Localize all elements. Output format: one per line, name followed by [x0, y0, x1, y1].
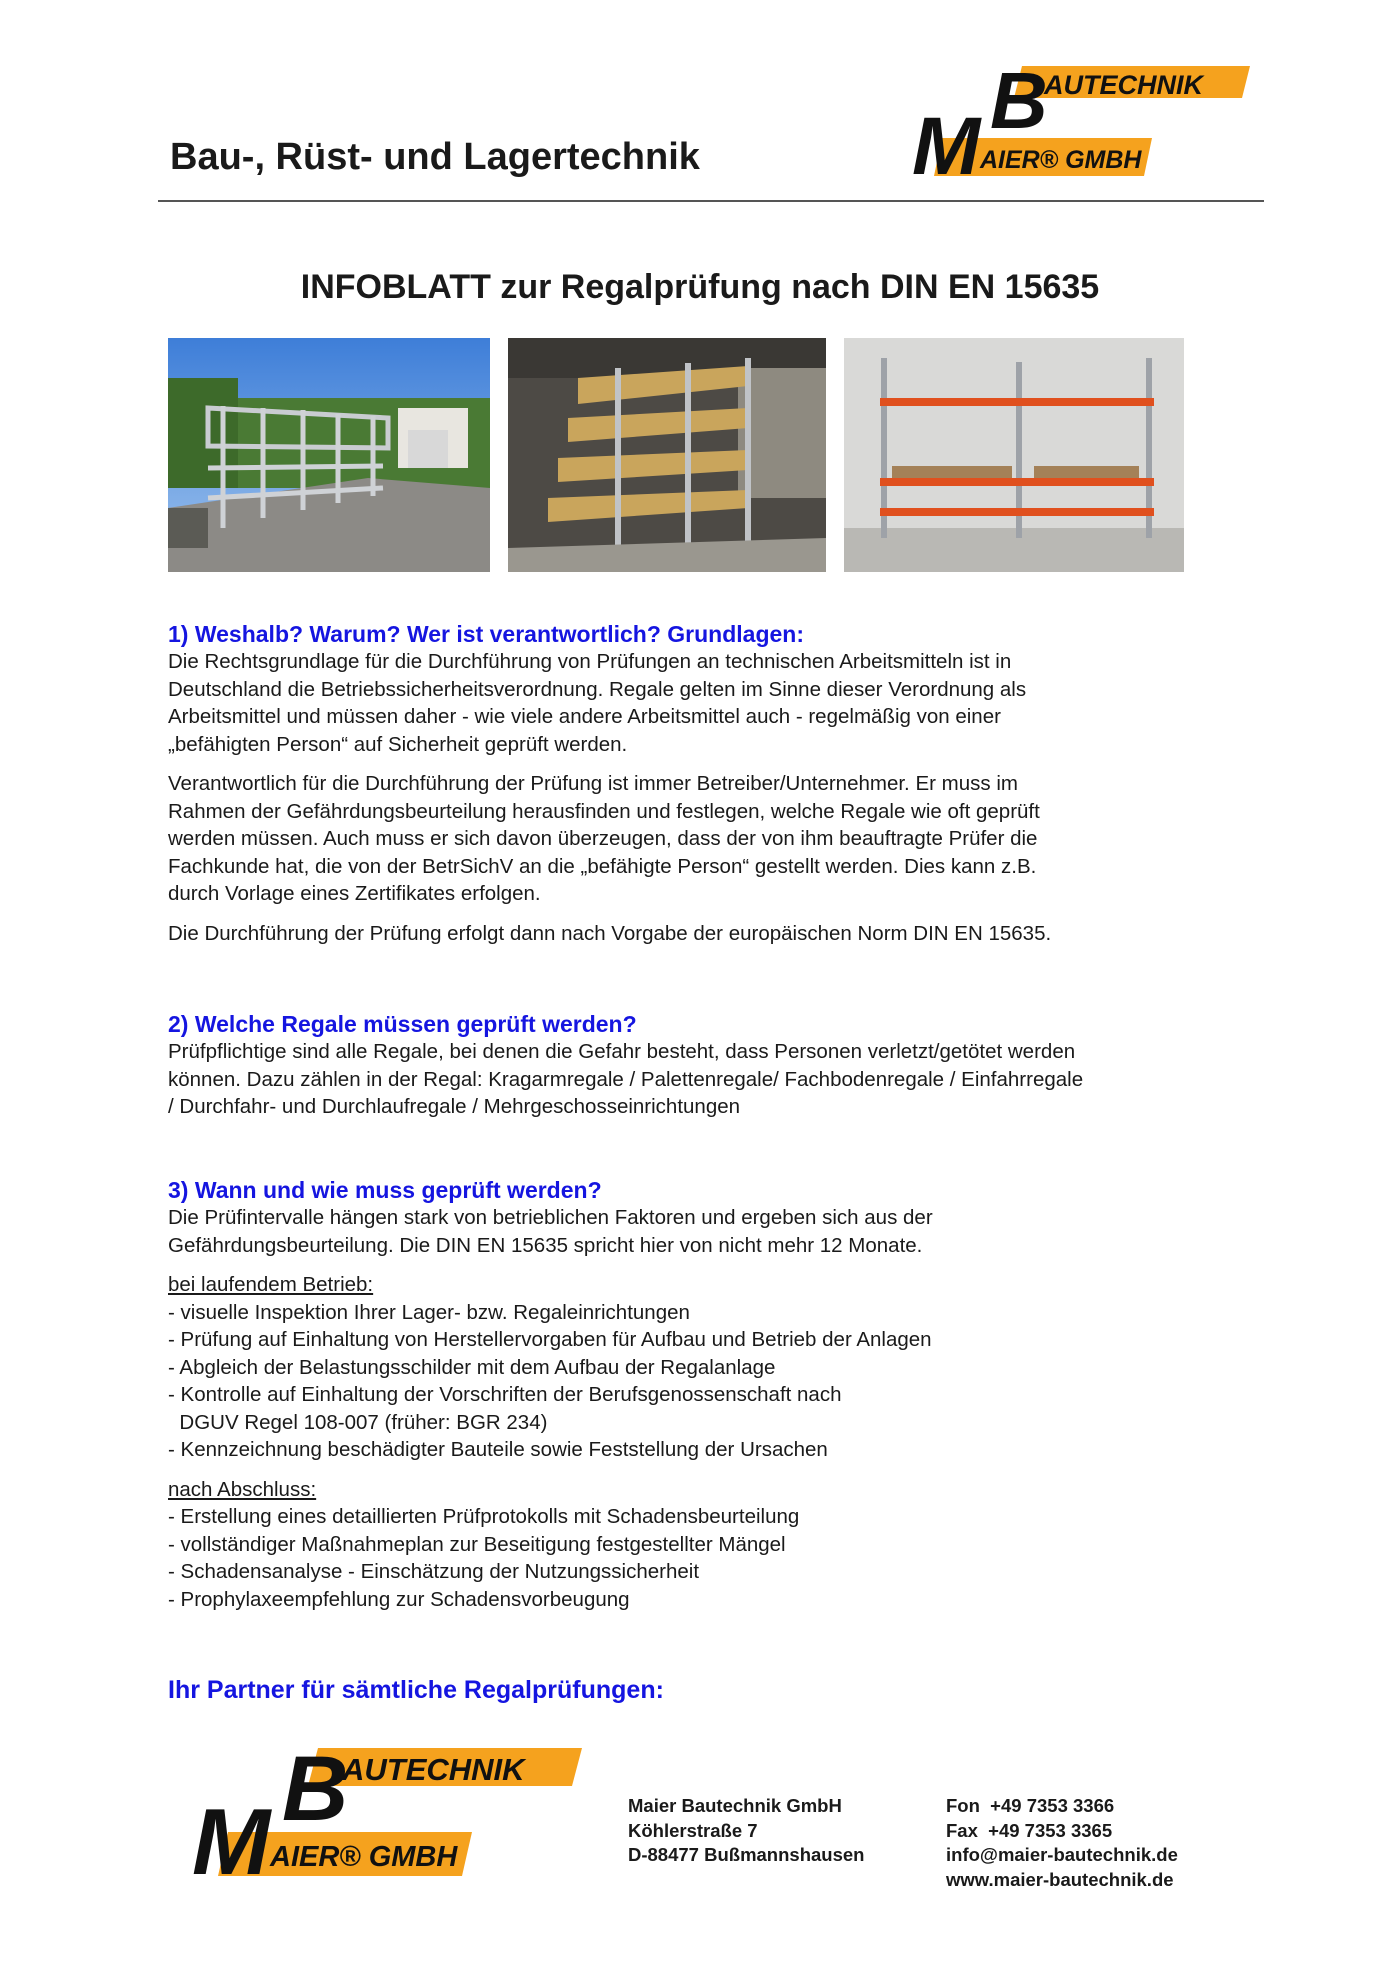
list-item: - Erstellung eines detaillierten Prüfprotokolls mit Schadensbeurteilung — [168, 1505, 800, 1528]
company-logo-bottom — [192, 1738, 582, 1878]
list-item: - vollständiger Maßnahmeplan zur Beseitigung festgestellter Mängel — [168, 1532, 786, 1556]
list-item: - Kennzeichnung beschädigter Bauteile sowie Feststellung der Ursachen — [168, 1438, 828, 1461]
list-item: - Prüfung auf Einhaltung von Herstellervorgaben für Aufbau und Betrieb der Anlagen — [168, 1328, 932, 1351]
list-item: - Kontrolle auf Einhaltung der Vorschriften der Berufsgenossenschaft nach — [168, 1383, 842, 1406]
logo-lower-text: AIER® GMBH — [980, 146, 1142, 174]
text-line: Verantwortlich für die Durchführung der Prüfung ist immer Betreiber/Unternehmer. Er muss im — [168, 772, 1018, 795]
company-logo-top — [912, 58, 1250, 178]
section-2-heading: 2) Welche Regale müssen geprüft werden? — [168, 1011, 637, 1037]
cantilever-rack-outdoor-photo — [168, 338, 490, 572]
company-name: Maier Bautechnik GmbH — [628, 1795, 842, 1816]
text-line: Deutschland die Betriebssicherheitsverordnung. Regale gelten im Sinne dieser Verordnung als — [168, 677, 1027, 701]
logo-upper-text: AUTECHNIK — [342, 1752, 525, 1787]
header-title: Bau-, Rüst- und Lagertechnik — [170, 136, 700, 178]
cantilever-rack-timber-photo — [508, 338, 826, 572]
section-3-heading: 3) Wann und wie muss geprüft werden? — [168, 1177, 602, 1203]
text-line: Die Prüfintervalle hängen stark von betrieblichen Faktoren und ergeben sich aus der — [168, 1206, 933, 1229]
text-line: „befähigten Person“ auf Sicherheit geprüft werden. — [168, 732, 628, 756]
section-1 — [168, 620, 1248, 947]
text-line: durch Vorlage eines Zertifikates erfolgen. — [168, 882, 541, 905]
list-item: - visuelle Inspektion Ihrer Lager- bzw. Regaleinrichtungen — [168, 1300, 690, 1324]
text-line: Prüfpflichtige sind alle Regale, bei denen die Gefahr besteht, dass Personen verletzt/getötet werden — [168, 1040, 1076, 1063]
logo-letter-b: B — [282, 1738, 349, 1840]
section-1-paragraph-1 — [168, 648, 1248, 758]
email-link[interactable]: info@maier-bautechnik.de — [946, 1844, 1178, 1865]
list-label: nach Abschluss: — [168, 1477, 317, 1501]
logo-letter-m: M — [912, 101, 981, 178]
section-3-lists — [168, 1271, 1248, 1613]
text-line: werden müssen. Auch muss er sich davon überzeugen, dass der von ihm beauftragte Prüfer die — [168, 827, 1038, 850]
header-divider — [158, 200, 1264, 202]
text-line: / Durchfahr- und Durchlaufregale / Mehrgeschosseinrichtungen — [168, 1095, 741, 1118]
list-item: - Schadensanalyse - Einschätzung der Nutzungssicherheit — [168, 1560, 700, 1583]
street-address: Köhlerstraße 7 — [628, 1819, 758, 1841]
section-1-heading: 1) Weshalb? Warum? Wer ist verantwortlich? Grundlagen: — [168, 621, 804, 647]
fax-number: Fax +49 7353 3365 — [946, 1819, 1113, 1841]
text-line: Die Rechtsgrundlage für die Durchführung von Prüfungen an technischen Arbeitsmitteln ist in — [168, 650, 1012, 673]
partner-heading: Ihr Partner für sämtliche Regalprüfungen: — [168, 1676, 664, 1704]
section-3-paragraph-1 — [168, 1204, 1248, 1259]
section-3 — [168, 1176, 1248, 1613]
contact-address — [628, 1794, 864, 1868]
logo-letter-m: M — [192, 1789, 271, 1878]
list-running-operation — [168, 1271, 1248, 1464]
text-line: können. Dazu zählen in der Regal: Kragarmregale / Palettenregale/ Fachbodenregale / Einfahrregale — [168, 1067, 1084, 1091]
logo-letter-b: B — [990, 58, 1048, 145]
list-label: bei laufendem Betrieb: — [168, 1273, 374, 1296]
phone-number: Fon +49 7353 3366 — [946, 1795, 1115, 1816]
document-title: INFOBLATT zur Regalprüfung nach DIN EN 15635 — [300, 268, 1100, 306]
website-link[interactable]: www.maier-bautechnik.de — [946, 1868, 1174, 1890]
city-address: D-88477 Bußmannshausen — [628, 1844, 865, 1865]
contact-details — [946, 1794, 1178, 1892]
list-item: DGUV Regel 108-007 (früher: BGR 234) — [168, 1410, 548, 1434]
logo-upper-text: AUTECHNIK — [1044, 70, 1203, 100]
text-line: Fachkunde hat, die von der BetrSichV an die „befähigte Person“ gestellt werden. Dies kann z.B. — [168, 854, 1037, 878]
section-2-paragraph-1 — [168, 1038, 1248, 1121]
logo-lower-text: AIER® GMBH — [270, 1841, 458, 1873]
section-1-paragraph-2 — [168, 770, 1248, 908]
text-line: Die Durchführung der Prüfung erfolgt dann nach Vorgabe der europäischen Norm DIN EN 15635. — [168, 921, 1052, 945]
list-after-completion — [168, 1476, 1248, 1614]
pallet-rack-photo — [844, 338, 1184, 572]
section-2 — [168, 1010, 1248, 1121]
text-line: Gefährdungsbeurteilung. Die DIN EN 15635 spricht hier von nicht mehr 12 Monate. — [168, 1233, 923, 1257]
text-line: Rahmen der Gefährdungsbeurteilung herausfinden und festlegen, welche Regale wie oft geprüft — [168, 799, 1040, 823]
list-item: - Abgleich der Belastungsschilder mit dem Aufbau der Regalanlage — [168, 1355, 776, 1379]
text-line: Arbeitsmittel und müssen daher - wie viele andere Arbeitsmittel auch - regelmäßig von einer — [168, 705, 1001, 728]
section-1-paragraph-3 — [168, 920, 1248, 948]
list-item: - Prophylaxeempfehlung zur Schadensvorbeugung — [168, 1587, 630, 1611]
